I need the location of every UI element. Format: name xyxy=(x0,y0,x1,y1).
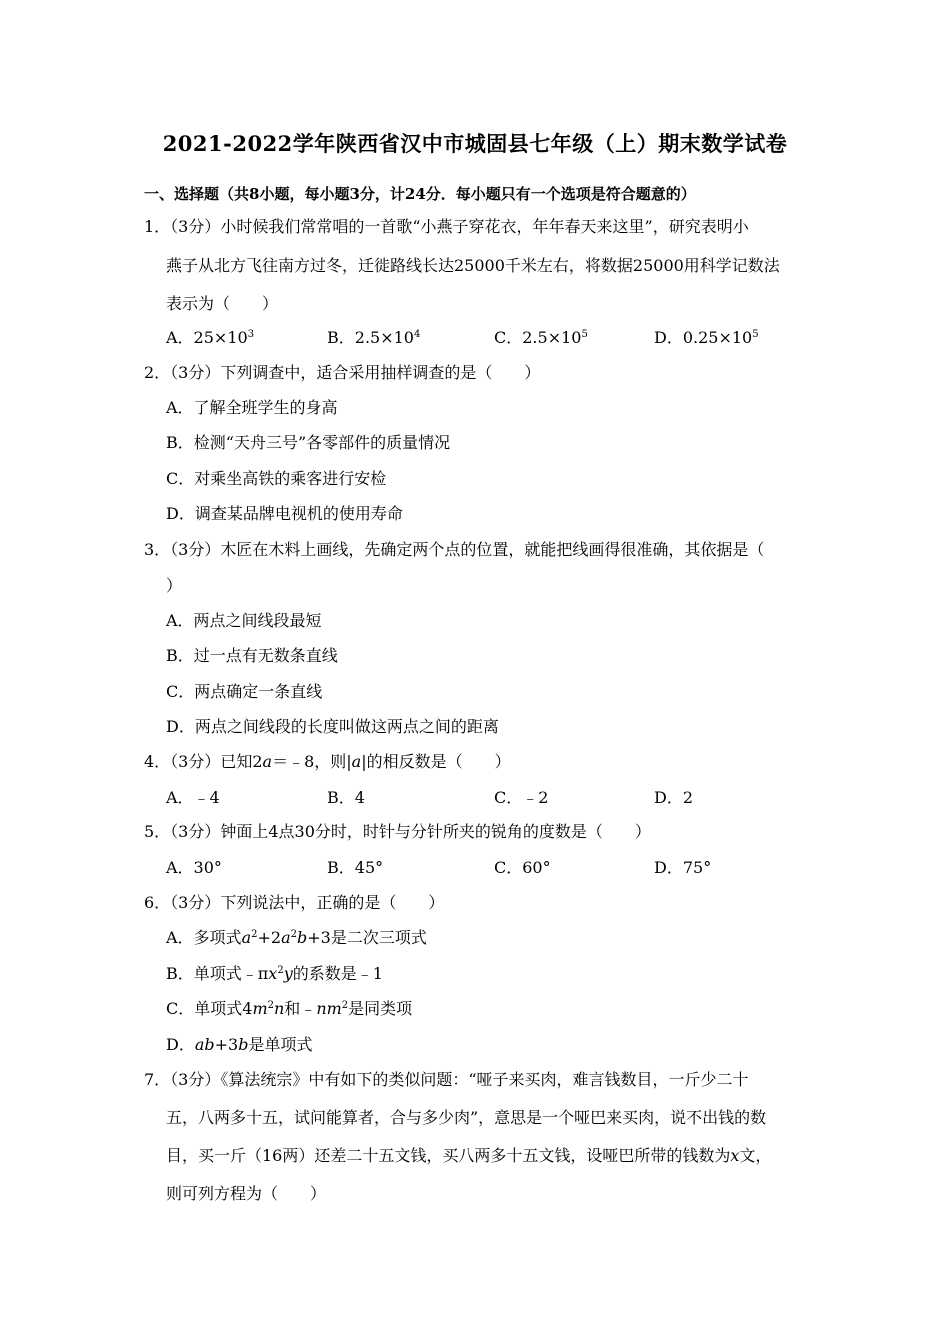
q5-option-d: D．75° xyxy=(654,858,712,877)
q2-option-b: B．检测“天舟三号”各零部件的质量情况 xyxy=(166,433,451,452)
q4-option-b: B．4 xyxy=(327,788,365,807)
q6-option-b: B．单项式$﹣\pi x^2y$的系数是﹣1 xyxy=(166,964,383,983)
q5-option-a: A．30° xyxy=(166,858,222,877)
q7-line4: 则可列方程为（ ） xyxy=(166,1184,327,1203)
q6-option-a: A．多项式$a^2+2a^2b+3$是二次三项式 xyxy=(166,928,427,947)
q4-option-a: A．﹣4 xyxy=(166,788,220,807)
q3-option-d: D．两点之间线段的长度叫做这两点之间的距离 xyxy=(166,717,499,736)
q4-option-d: D．2 xyxy=(654,788,694,807)
q1-option-d: D．$0.25\times 10^5$ xyxy=(654,328,759,347)
q5-option-b: B．45° xyxy=(327,858,384,877)
q1-option-c: C．$2.5\times 10^5$ xyxy=(494,328,588,347)
q3-line1: 3．（3分）木匠在木料上画线，先确定两个点的位置，就能把线画得很准确，其依据是（ xyxy=(144,540,765,559)
q2-option-c: C．对乘坐高铁的乘客进行安检 xyxy=(166,469,387,488)
q5-stem: 5．（3分）钟面上4点30分时，时针与分针所夹的锐角的度数是（ ） xyxy=(144,822,651,841)
q1-line2: 燕子从北方飞往南方过冬，迁徙路线长达25000千米左右，将数据25000用科学记数法 xyxy=(166,256,780,275)
q1-line1: 1．（3分）小时候我们常常唱的一首歌“小燕子穿花衣，年年春天来这里”，研究表明小 xyxy=(144,217,749,236)
q2-stem: 2．（3分）下列调查中，适合采用抽样调查的是（ ） xyxy=(144,363,541,382)
section-heading: 一、选择题（共8小题，每小题3分，计24分．每小题只有一个选项是符合题意的） xyxy=(144,185,696,203)
q6-stem: 6．（3分）下列说法中，正确的是（ ） xyxy=(144,893,445,912)
q3-option-a: A．两点之间线段最短 xyxy=(166,611,322,630)
q2-option-d: D．调查某品牌电视机的使用寿命 xyxy=(166,504,403,523)
q1-option-b: B．$2.5\times 10^4$ xyxy=(327,328,421,347)
q7-line3: 目，买一斤（16两）还差二十五文钱，买八两多十五文钱，设哑巴所带的钱数为x文， xyxy=(166,1146,772,1165)
q7-line1: 7．（3分）《算法统宗》中有如下的类似问题：“哑子来买肉，难言钱数目，一斤少二十 xyxy=(144,1070,749,1089)
q7-line2: 五，八两多十五，试问能算者，合与多少肉”，意思是一个哑巴来买肉，说不出钱的数 xyxy=(166,1108,767,1127)
q1-line3: 表示为（ ） xyxy=(166,294,279,313)
page-title: 2021-2022学年陕西省汉中市城固县七年级（上）期末数学试卷 xyxy=(162,131,788,156)
q2-option-a: A．了解全班学生的身高 xyxy=(166,398,338,417)
q6-option-c: C．单项式$4m^2n$和$﹣nm^2$是同类项 xyxy=(166,999,413,1018)
q4-option-c: C．﹣2 xyxy=(494,788,549,807)
q3-option-c: C．两点确定一条直线 xyxy=(166,682,323,701)
q6-option-d: D．ab+3b是单项式 xyxy=(166,1035,313,1054)
q5-option-c: C．60° xyxy=(494,858,551,877)
q3-option-b: B．过一点有无数条直线 xyxy=(166,646,338,665)
q4-stem: 4．（3分）已知2a＝﹣8，则|a|的相反数是（ ） xyxy=(144,752,511,771)
q1-option-a: A．$25\times 10^3$ xyxy=(166,328,255,347)
q3-line2: ） xyxy=(166,576,183,595)
